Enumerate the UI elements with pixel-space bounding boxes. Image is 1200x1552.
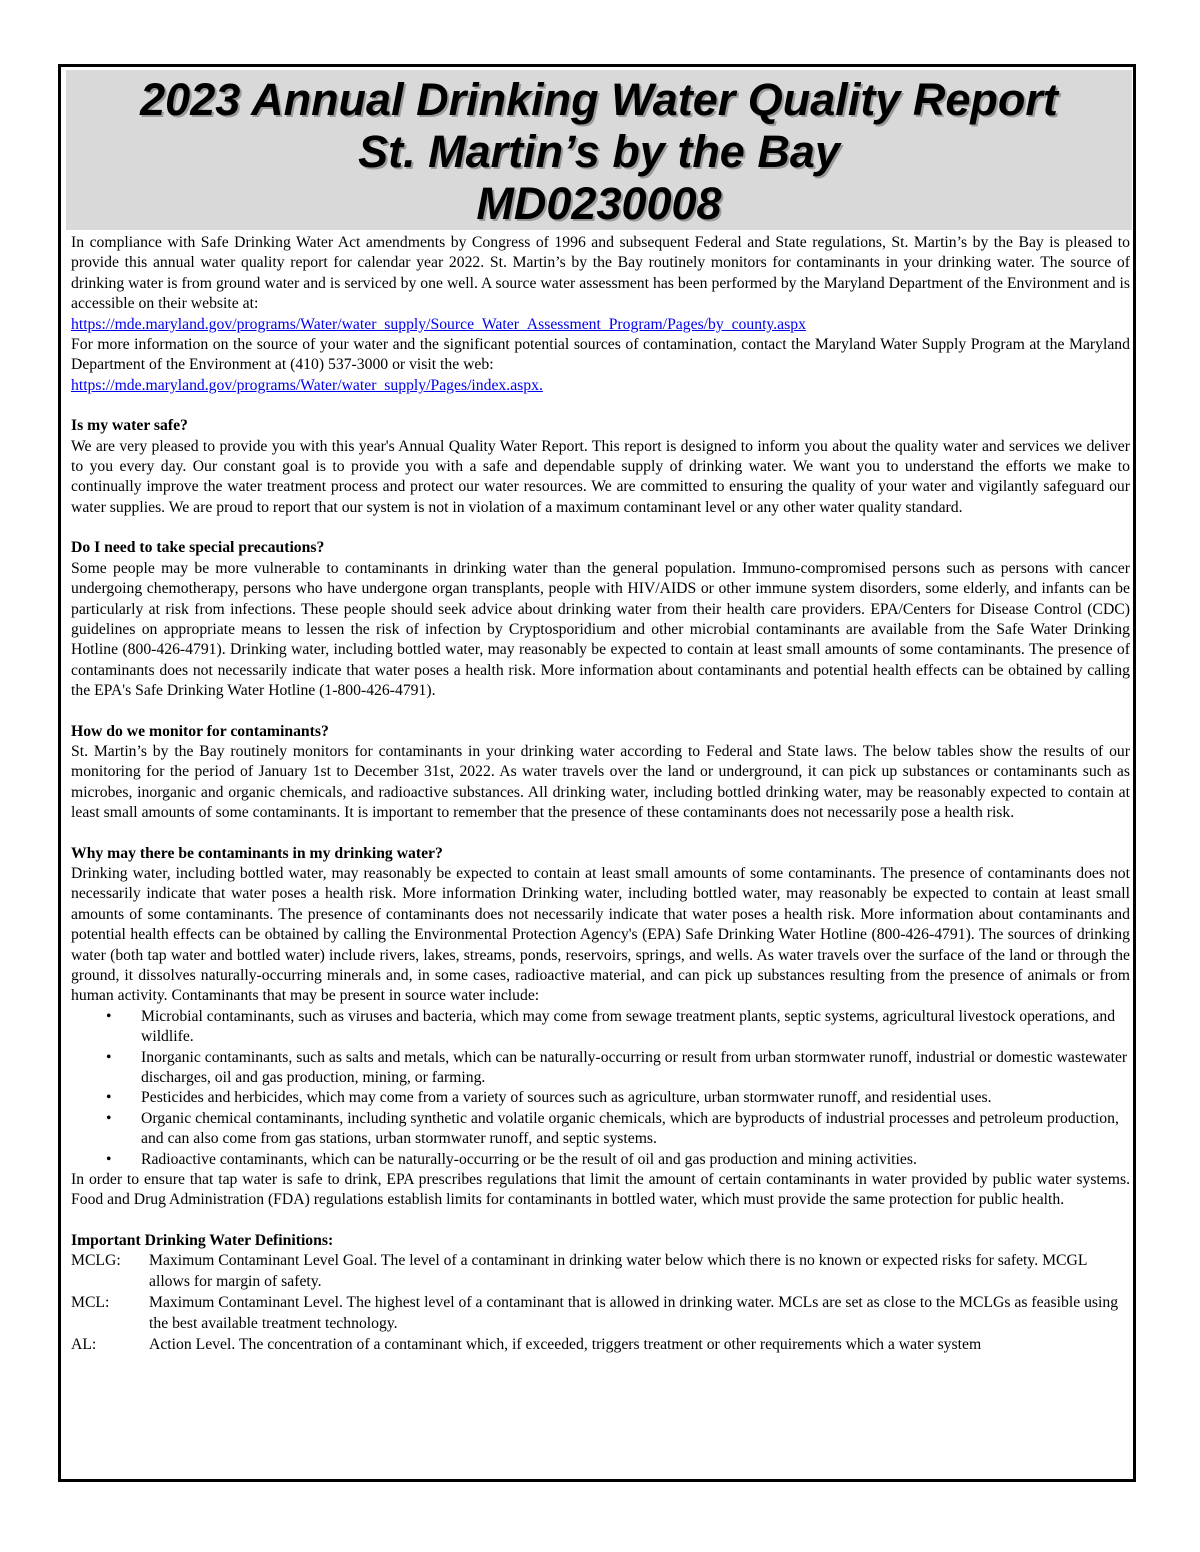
bullet-icon: • xyxy=(106,1007,112,1025)
why-contaminants-body: Drinking water, including bottled water, may reasonably be expected to contain at least small amounts of some contaminants. The presence of contaminants does not necessarily indicate that water poses a health risk. More information Drinking water, including bottled water, may reasonably be expected to contain at least small amounts of some contaminants. The presence of contaminants does not necessarily indicate that water poses a health risk. More information about contaminants and potential health effects can be obtained by calling the Environmental Protection Agency's (EPA) Safe Drinking Water Hotline (800-426-4791). The sources of drinking water (both tap water and bottled water) include rivers, lakes, streams, ponds, reservoirs, springs, and wells. As water travels over the surface of the land or through the ground, it dissolves naturally-occurring minerals and, in some cases, radioactive material, and can pick up substances resulting from the presence of animals or from human activity. Contaminants that may be present in source water include: xyxy=(71,864,1130,1005)
source-water-assessment-link[interactable]: https://mde.maryland.gov/programs/Water/water_supply/Source_Water_Assessment_Program/Pages/by_county.aspx xyxy=(71,315,806,333)
definition-al xyxy=(71,1335,1130,1355)
more-info-paragraph: For more information on the source of your water and the significant potential sources of contamination, contact the Maryland Water Supply Program at the Maryland Department of the Environment at (410) 537-3000 or visit the web: xyxy=(71,336,1130,374)
heading-monitoring: How do we monitor for contaminants? xyxy=(71,722,329,740)
definition-text: Action Level. The concentration of a contaminant which, if exceeded, triggers treatment or other requirements which a water system xyxy=(149,1335,982,1353)
bullet-icon: • xyxy=(106,1109,112,1127)
definition-text: Maximum Contaminant Level. The highest level of a contaminant that is allowed in drinking water. MCLs are set as close to the MCLGs as feasible using the best available treatment technology. xyxy=(149,1294,1119,1332)
list-item: • Microbial contaminants, such as viruses and bacteria, which may come from sewage treatment plants, septic systems, agricultural livestock operations, and wildlife. xyxy=(106,1007,1116,1046)
is-water-safe-body: We are very pleased to provide you with this year's Annual Quality Water Report. This report is designed to inform you about the quality water and services we deliver to you every day. Our constant goal is to provide you with a safe and dependable supply of drinking water. We want you to understand the efforts we make to continually improve the water treatment process and protect our water resources. We are committed to ensuring the quality of your water and vigilantly safeguard our water supplies. We are proud to report that our system is not in violation of a maximum contaminant level or any other water quality standard. xyxy=(71,437,1130,516)
intro-paragraph: In compliance with Safe Drinking Water Act amendments by Congress of 1996 and subsequent Federal and State regulations, St. Martin’s by the Bay is pleased to provide this annual water quality report for calendar year 2022. St. Martin’s by the Bay routinely monitors for contaminants in your drinking water. The source of drinking water is from ground water and is serviced by one well. A source water assessment has been performed by the Maryland Department of the Environment and is accessible on their website at: xyxy=(71,234,1130,313)
definition-term: MCLG: xyxy=(71,1252,121,1270)
system-name: St. Martin’s by the Bay xyxy=(358,126,840,177)
bullet-icon: • xyxy=(106,1150,112,1168)
special-precautions-body: Some people may be more vulnerable to contaminants in drinking water than the general population. Immuno-compromised persons such as persons with cancer undergoing chemotherapy, persons who have undergone organ transplants, people with HIV/AIDS or other immune system disorders, some elderly, and infants can be particularly at risk from infections. These people should seek advice about drinking water from their health care providers. EPA/Centers for Disease Control (CDC) guidelines on appropriate means to lessen the risk of infection by Cryptosporidium and other microbial contaminants are available from the Safe Water Drinking Hotline (800-426-4791). Drinking water, including bottled water, may reasonably be expected to contain at least small amounts of some contaminants. The presence of contaminants does not necessarily indicate that water poses a health risk. More information about contaminants and potential health effects can be obtained by calling the EPA's Safe Drinking Water Hotline (1-800-426-4791). xyxy=(71,559,1130,700)
definition-mclg xyxy=(71,1251,1130,1292)
definition-mcl xyxy=(71,1293,1130,1334)
bullet-icon: • xyxy=(106,1089,112,1107)
report-title: 2023 Annual Drinking Water Quality Report xyxy=(140,74,1058,125)
report-title-banner xyxy=(66,70,1132,230)
list-item: • Organic chemical contaminants, including synthetic and volatile organic chemicals, which are byproducts of industrial processes and petroleum production, and can also come from gas stations, urban stormwater runoff, and septic systems. xyxy=(106,1109,1119,1148)
heading-special-precautions: Do I need to take special precautions? xyxy=(71,539,325,557)
definition-term: AL: xyxy=(71,1335,97,1353)
monitoring-body: St. Martin’s by the Bay routinely monitors for contaminants in your drinking water according to Federal and State laws. The below tables show the results of our monitoring for the period of January 1st to December 31st, 2022. As water travels over the land or underground, it can pick up substances or contaminants such as microbes, inorganic and organic chemicals, and radioactive substances. All drinking water, including bottled drinking water, may be reasonably expected to contain at least small amounts of some contaminants. It is important to remember that the presence of these contaminants does not necessarily pose a health risk. xyxy=(71,742,1130,822)
definition-text: Maximum Contaminant Level Goal. The level of a contaminant in drinking water below which there is no known or expected risks for safety. MCGL allows for margin of safety. xyxy=(149,1252,1087,1290)
water-supply-program-link[interactable]: https://mde.maryland.gov/programs/Water/water_supply/Pages/index.aspx. xyxy=(71,376,543,394)
list-item: • Pesticides and herbicides, which may come from a variety of sources such as agriculture, urban stormwater runoff, and residential uses. xyxy=(71,1088,1130,1108)
bullet-icon: • xyxy=(106,1048,112,1066)
heading-definitions: Important Drinking Water Definitions: xyxy=(71,1231,334,1249)
definition-term: MCL: xyxy=(71,1294,110,1312)
epa-regulations-paragraph: In order to ensure that tap water is safe to drink, EPA prescribes regulations that limit the amount of certain contaminants in water provided by public water systems. Food and Drug Administration (FDA) regulations establish limits for contaminants in bottled water, which must provide the same protection for public health. xyxy=(71,1171,1130,1209)
heading-why-contaminants: Why may there be contaminants in my drinking water? xyxy=(71,844,443,862)
list-item: • Radioactive contaminants, which can be naturally-occurring or be the result of oil and gas production and mining activities. xyxy=(71,1150,1130,1170)
list-item: • Inorganic contaminants, such as salts and metals, which can be naturally-occurring or result from urban stormwater runoff, industrial or domestic wastewater discharges, oil and gas production, mining, or farming. xyxy=(106,1048,1128,1087)
system-id: MD0230008 xyxy=(476,178,722,229)
contaminant-types-list xyxy=(71,1007,1130,1170)
heading-is-water-safe: Is my water safe? xyxy=(71,417,188,435)
report-body xyxy=(71,233,1130,1356)
